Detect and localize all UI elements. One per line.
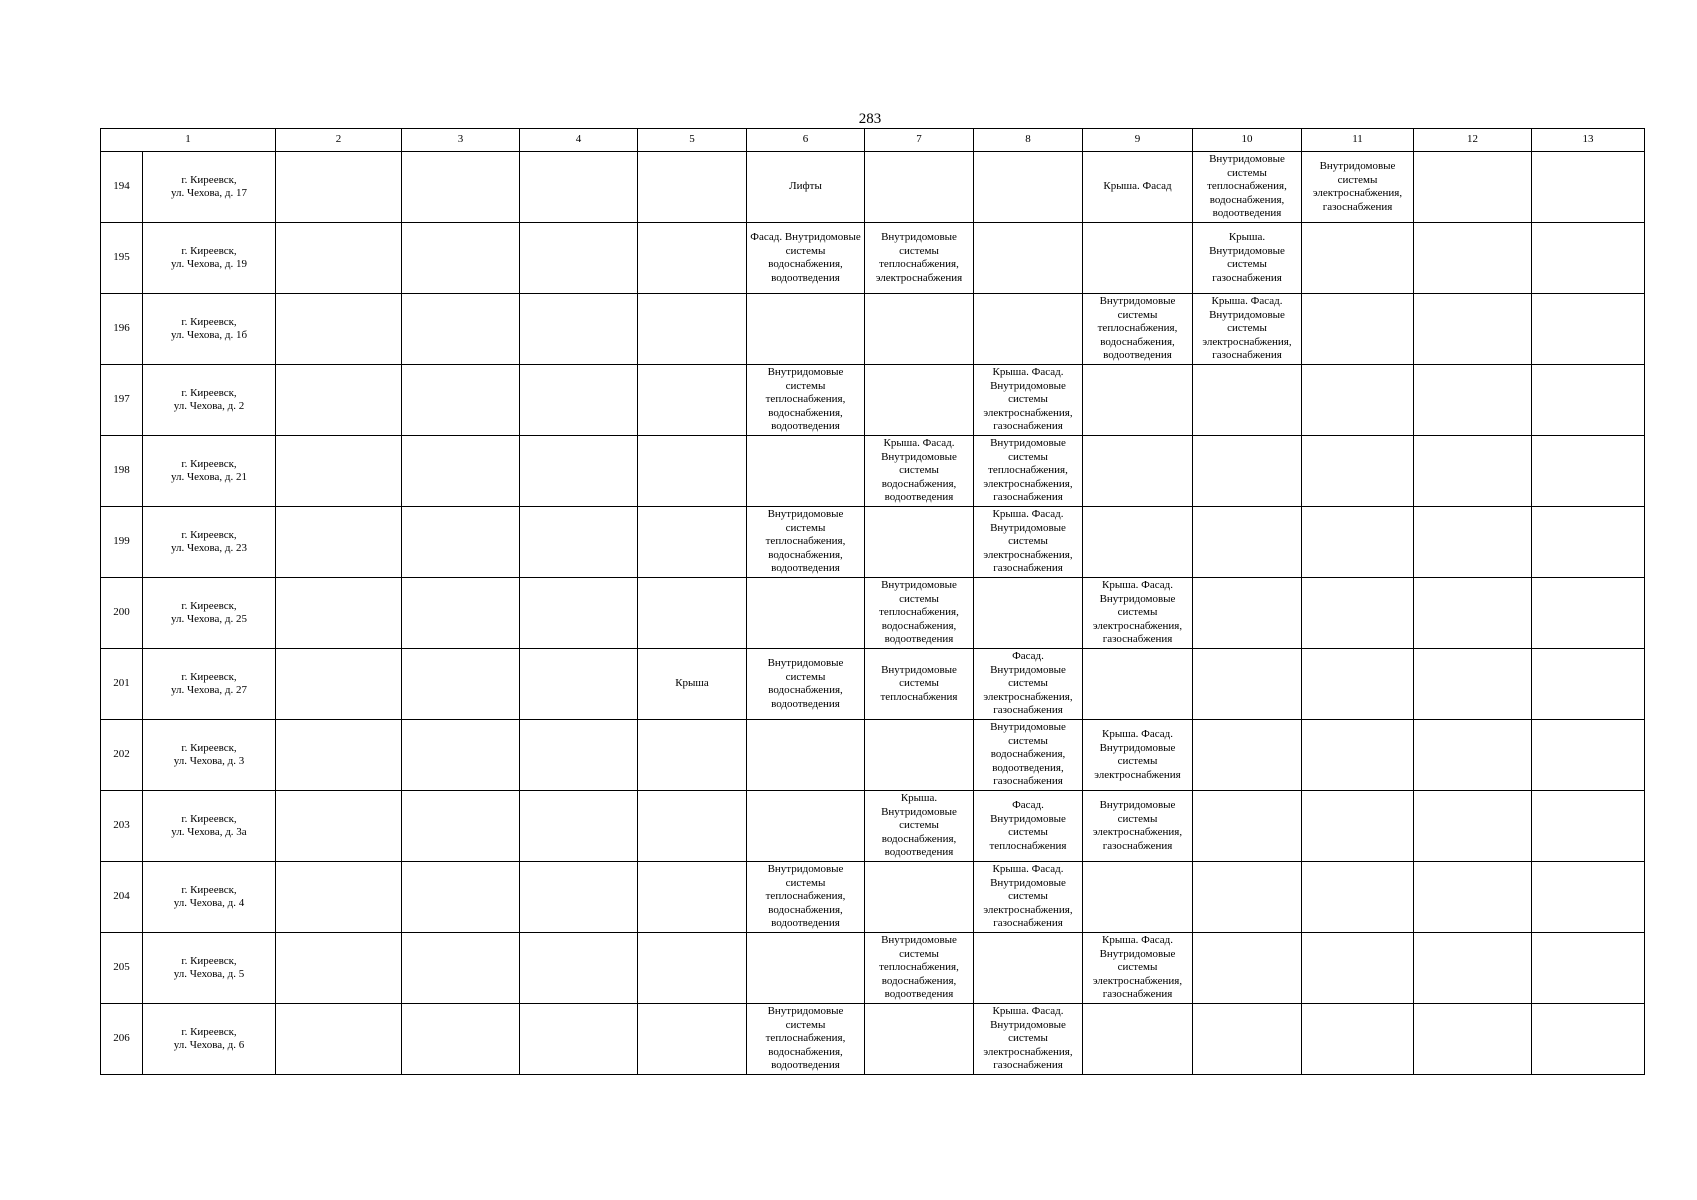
work-cell xyxy=(865,507,974,578)
work-cell xyxy=(402,862,520,933)
work-cell xyxy=(1193,436,1302,507)
work-cell xyxy=(865,1004,974,1075)
work-cell xyxy=(1193,862,1302,933)
work-cell xyxy=(276,649,402,720)
work-cell xyxy=(520,720,638,791)
work-cell: Внутридомовые системы теплоснабжения, водоснабжения, водоотведения xyxy=(865,933,974,1004)
work-cell xyxy=(1193,791,1302,862)
work-cell xyxy=(1193,507,1302,578)
work-cell xyxy=(276,507,402,578)
work-cell xyxy=(747,578,865,649)
work-cell xyxy=(1532,365,1645,436)
work-cell xyxy=(1532,223,1645,294)
row-number-cell: 200 xyxy=(101,578,143,649)
work-cell xyxy=(520,436,638,507)
work-cell xyxy=(402,649,520,720)
work-cell xyxy=(747,933,865,1004)
work-cell xyxy=(747,791,865,862)
work-cell xyxy=(520,649,638,720)
column-number-cell: 5 xyxy=(638,129,747,152)
work-cell xyxy=(276,1004,402,1075)
work-cell: Внутридомовые системы теплоснабжения xyxy=(865,649,974,720)
page-number: 283 xyxy=(858,111,882,127)
work-cell: Фасад. Внутридомовые системы теплоснабжения xyxy=(974,791,1083,862)
work-cell xyxy=(276,720,402,791)
work-cell xyxy=(638,507,747,578)
work-cell xyxy=(1532,862,1645,933)
work-cell xyxy=(520,791,638,862)
address-cell: г. Киреевск, ул. Чехова, д. 2 xyxy=(143,365,276,436)
work-cell xyxy=(974,294,1083,365)
work-cell xyxy=(520,365,638,436)
table-row xyxy=(101,294,1645,365)
row-number-cell: 194 xyxy=(101,152,143,223)
column-number-cell: 2 xyxy=(276,129,402,152)
work-cell xyxy=(276,578,402,649)
work-cell xyxy=(276,862,402,933)
work-cell: Внутридомовые системы теплоснабжения, водоснабжения, водоотведения xyxy=(1083,294,1193,365)
work-cell xyxy=(1532,720,1645,791)
work-cell xyxy=(520,152,638,223)
work-cell xyxy=(402,436,520,507)
address-cell: г. Киреевск, ул. Чехова, д. 23 xyxy=(143,507,276,578)
work-cell xyxy=(638,152,747,223)
work-cell xyxy=(1414,436,1532,507)
column-number-cell: 3 xyxy=(402,129,520,152)
row-number-cell: 203 xyxy=(101,791,143,862)
work-cell xyxy=(520,933,638,1004)
work-cell: Фасад. Внутридомовые системы водоснабжения, водоотведения xyxy=(747,223,865,294)
work-cell: Внутридомовые системы водоснабжения, водоотведения, газоснабжения xyxy=(974,720,1083,791)
work-cell xyxy=(747,720,865,791)
table-row xyxy=(101,720,1645,791)
address-cell: г. Киреевск, ул. Чехова, д. 1б xyxy=(143,294,276,365)
work-cell xyxy=(1532,152,1645,223)
column-number-cell: 6 xyxy=(747,129,865,152)
work-cell xyxy=(1414,791,1532,862)
column-number-cell: 4 xyxy=(520,129,638,152)
table-row xyxy=(101,223,1645,294)
work-cell xyxy=(1302,1004,1414,1075)
address-cell: г. Киреевск, ул. Чехова, д. 5 xyxy=(143,933,276,1004)
column-number-cell: 8 xyxy=(974,129,1083,152)
work-cell xyxy=(1302,578,1414,649)
table-row xyxy=(101,862,1645,933)
work-cell: Крыша. Фасад. Внутридомовые системы электроснабжения, газоснабжения xyxy=(974,862,1083,933)
work-cell xyxy=(1532,507,1645,578)
work-cell: Крыша. Фасад xyxy=(1083,152,1193,223)
work-cell: Внутридомовые системы водоснабжения, водоотведения xyxy=(747,649,865,720)
address-cell: г. Киреевск, ул. Чехова, д. 4 xyxy=(143,862,276,933)
work-cell xyxy=(865,294,974,365)
work-cell xyxy=(402,791,520,862)
work-cell xyxy=(402,223,520,294)
work-cell xyxy=(974,933,1083,1004)
work-cell xyxy=(1414,507,1532,578)
work-cell xyxy=(1302,507,1414,578)
address-cell: г. Киреевск, ул. Чехова, д. 27 xyxy=(143,649,276,720)
work-cell xyxy=(402,507,520,578)
column-number-cell: 9 xyxy=(1083,129,1193,152)
column-number-cell: 11 xyxy=(1302,129,1414,152)
work-cell xyxy=(638,933,747,1004)
work-cell xyxy=(1193,1004,1302,1075)
work-cell xyxy=(638,862,747,933)
row-number-cell: 206 xyxy=(101,1004,143,1075)
column-number-row xyxy=(101,129,1645,152)
work-cell xyxy=(638,1004,747,1075)
column-number-cell: 1 xyxy=(101,129,276,152)
work-cell xyxy=(865,365,974,436)
table-row xyxy=(101,507,1645,578)
work-cell xyxy=(1302,933,1414,1004)
work-cell xyxy=(747,294,865,365)
table-row xyxy=(101,578,1645,649)
work-cell xyxy=(638,223,747,294)
work-cell xyxy=(276,933,402,1004)
row-number-cell: 195 xyxy=(101,223,143,294)
work-cell xyxy=(402,365,520,436)
work-cell xyxy=(1193,365,1302,436)
work-cell xyxy=(276,223,402,294)
table-row xyxy=(101,649,1645,720)
work-cell xyxy=(638,791,747,862)
work-cell: Внутридомовые системы теплоснабжения, водоснабжения, водоотведения xyxy=(747,365,865,436)
address-cell: г. Киреевск, ул. Чехова, д. 3а xyxy=(143,791,276,862)
work-cell xyxy=(1414,294,1532,365)
work-cell xyxy=(1193,649,1302,720)
work-cell xyxy=(520,294,638,365)
work-cell xyxy=(865,720,974,791)
work-cell xyxy=(1532,1004,1645,1075)
table-row xyxy=(101,1004,1645,1075)
schedule-table xyxy=(100,128,1645,1075)
work-cell: Крыша. Фасад. Внутридомовые системы электроснабжения xyxy=(1083,720,1193,791)
work-cell: Крыша. Фасад. Внутридомовые системы электроснабжения, газоснабжения xyxy=(1193,294,1302,365)
work-cell xyxy=(1532,578,1645,649)
work-cell: Крыша. Фасад. Внутридомовые системы электроснабжения, газоснабжения xyxy=(974,1004,1083,1075)
work-cell xyxy=(276,436,402,507)
work-cell xyxy=(520,578,638,649)
work-cell: Крыша. Фасад. Внутридомовые системы водоснабжения, водоотведения xyxy=(865,436,974,507)
work-cell: Крыша. Фасад. Внутридомовые системы электроснабжения, газоснабжения xyxy=(974,507,1083,578)
column-number-cell: 12 xyxy=(1414,129,1532,152)
address-cell: г. Киреевск, ул. Чехова, д. 6 xyxy=(143,1004,276,1075)
work-cell: Крыша. Фасад. Внутридомовые системы электроснабжения, газоснабжения xyxy=(974,365,1083,436)
work-cell xyxy=(1532,649,1645,720)
work-cell: Фасад. Внутридомовые системы электроснабжения, газоснабжения xyxy=(974,649,1083,720)
work-cell: Крыша. Фасад. Внутридомовые системы электроснабжения, газоснабжения xyxy=(1083,933,1193,1004)
work-cell: Внутридомовые системы теплоснабжения, водоснабжения, водоотведения xyxy=(747,1004,865,1075)
column-number-cell: 7 xyxy=(865,129,974,152)
row-number-cell: 196 xyxy=(101,294,143,365)
work-cell xyxy=(1532,294,1645,365)
work-cell xyxy=(1532,436,1645,507)
work-cell xyxy=(638,294,747,365)
work-cell xyxy=(865,152,974,223)
work-cell: Крыша. Фасад. Внутридомовые системы электроснабжения, газоснабжения xyxy=(1083,578,1193,649)
work-cell xyxy=(638,720,747,791)
work-cell: Внутридомовые системы электроснабжения, газоснабжения xyxy=(1083,791,1193,862)
work-cell xyxy=(974,223,1083,294)
table-row xyxy=(101,933,1645,1004)
work-cell: Внутридомовые системы теплоснабжения, электроснабжения, газоснабжения xyxy=(974,436,1083,507)
work-cell xyxy=(1532,933,1645,1004)
work-cell xyxy=(1532,791,1645,862)
address-cell: г. Киреевск, ул. Чехова, д. 17 xyxy=(143,152,276,223)
address-cell: г. Киреевск, ул. Чехова, д. 21 xyxy=(143,436,276,507)
row-number-cell: 198 xyxy=(101,436,143,507)
work-cell xyxy=(1414,365,1532,436)
work-cell: Крыша. Внутридомовые системы водоснабжения, водоотведения xyxy=(865,791,974,862)
address-cell: г. Киреевск, ул. Чехова, д. 3 xyxy=(143,720,276,791)
work-cell xyxy=(520,1004,638,1075)
work-cell xyxy=(402,294,520,365)
address-cell: г. Киреевск, ул. Чехова, д. 19 xyxy=(143,223,276,294)
work-cell: Внутридомовые системы теплоснабжения, водоснабжения, водоотведения xyxy=(865,578,974,649)
work-cell xyxy=(1083,436,1193,507)
work-cell xyxy=(1302,294,1414,365)
row-number-cell: 199 xyxy=(101,507,143,578)
work-cell xyxy=(1302,862,1414,933)
work-cell xyxy=(520,507,638,578)
work-cell xyxy=(1302,720,1414,791)
work-cell xyxy=(520,862,638,933)
work-cell: Лифты xyxy=(747,152,865,223)
work-cell xyxy=(1083,1004,1193,1075)
work-cell: Крыша xyxy=(638,649,747,720)
work-cell xyxy=(1414,649,1532,720)
row-number-cell: 197 xyxy=(101,365,143,436)
work-cell xyxy=(1414,578,1532,649)
address-cell: г. Киреевск, ул. Чехова, д. 25 xyxy=(143,578,276,649)
work-cell xyxy=(1193,933,1302,1004)
table-row xyxy=(101,436,1645,507)
work-cell xyxy=(276,294,402,365)
work-cell xyxy=(402,152,520,223)
work-cell xyxy=(402,578,520,649)
work-cell xyxy=(1193,578,1302,649)
work-cell xyxy=(1414,720,1532,791)
work-cell xyxy=(402,720,520,791)
column-number-cell: 13 xyxy=(1532,129,1645,152)
work-cell xyxy=(1193,720,1302,791)
work-cell xyxy=(974,152,1083,223)
work-cell xyxy=(520,223,638,294)
work-cell xyxy=(1083,862,1193,933)
work-cell xyxy=(1302,791,1414,862)
row-number-cell: 202 xyxy=(101,720,143,791)
table-row xyxy=(101,152,1645,223)
work-cell xyxy=(1083,649,1193,720)
work-cell xyxy=(638,578,747,649)
work-cell xyxy=(402,933,520,1004)
work-cell xyxy=(1083,507,1193,578)
work-cell xyxy=(402,1004,520,1075)
work-cell xyxy=(1414,862,1532,933)
work-cell: Внутридомовые системы электроснабжения, газоснабжения xyxy=(1302,152,1414,223)
work-cell xyxy=(276,365,402,436)
work-cell xyxy=(974,578,1083,649)
work-cell xyxy=(1083,365,1193,436)
row-number-cell: 204 xyxy=(101,862,143,933)
work-cell xyxy=(276,791,402,862)
work-cell: Внутридомовые системы теплоснабжения, водоснабжения, водоотведения xyxy=(747,862,865,933)
work-cell xyxy=(1083,223,1193,294)
row-number-cell: 205 xyxy=(101,933,143,1004)
work-cell xyxy=(1302,365,1414,436)
work-cell xyxy=(1414,933,1532,1004)
work-cell xyxy=(1302,223,1414,294)
work-cell xyxy=(1414,152,1532,223)
column-number-cell: 10 xyxy=(1193,129,1302,152)
work-cell xyxy=(865,862,974,933)
work-cell xyxy=(1414,223,1532,294)
row-number-cell: 201 xyxy=(101,649,143,720)
work-cell xyxy=(638,365,747,436)
work-cell xyxy=(747,436,865,507)
work-cell xyxy=(1302,436,1414,507)
work-cell: Внутридомовые системы теплоснабжения, водоснабжения, водоотведения xyxy=(747,507,865,578)
work-cell xyxy=(1414,1004,1532,1075)
work-cell: Внутридомовые системы теплоснабжения, электроснабжения xyxy=(865,223,974,294)
work-cell xyxy=(276,152,402,223)
table-row xyxy=(101,791,1645,862)
work-cell xyxy=(638,436,747,507)
work-cell xyxy=(1302,649,1414,720)
work-cell: Крыша. Внутридомовые системы газоснабжения xyxy=(1193,223,1302,294)
work-cell: Внутридомовые системы теплоснабжения, водоснабжения, водоотведения xyxy=(1193,152,1302,223)
table-row xyxy=(101,365,1645,436)
